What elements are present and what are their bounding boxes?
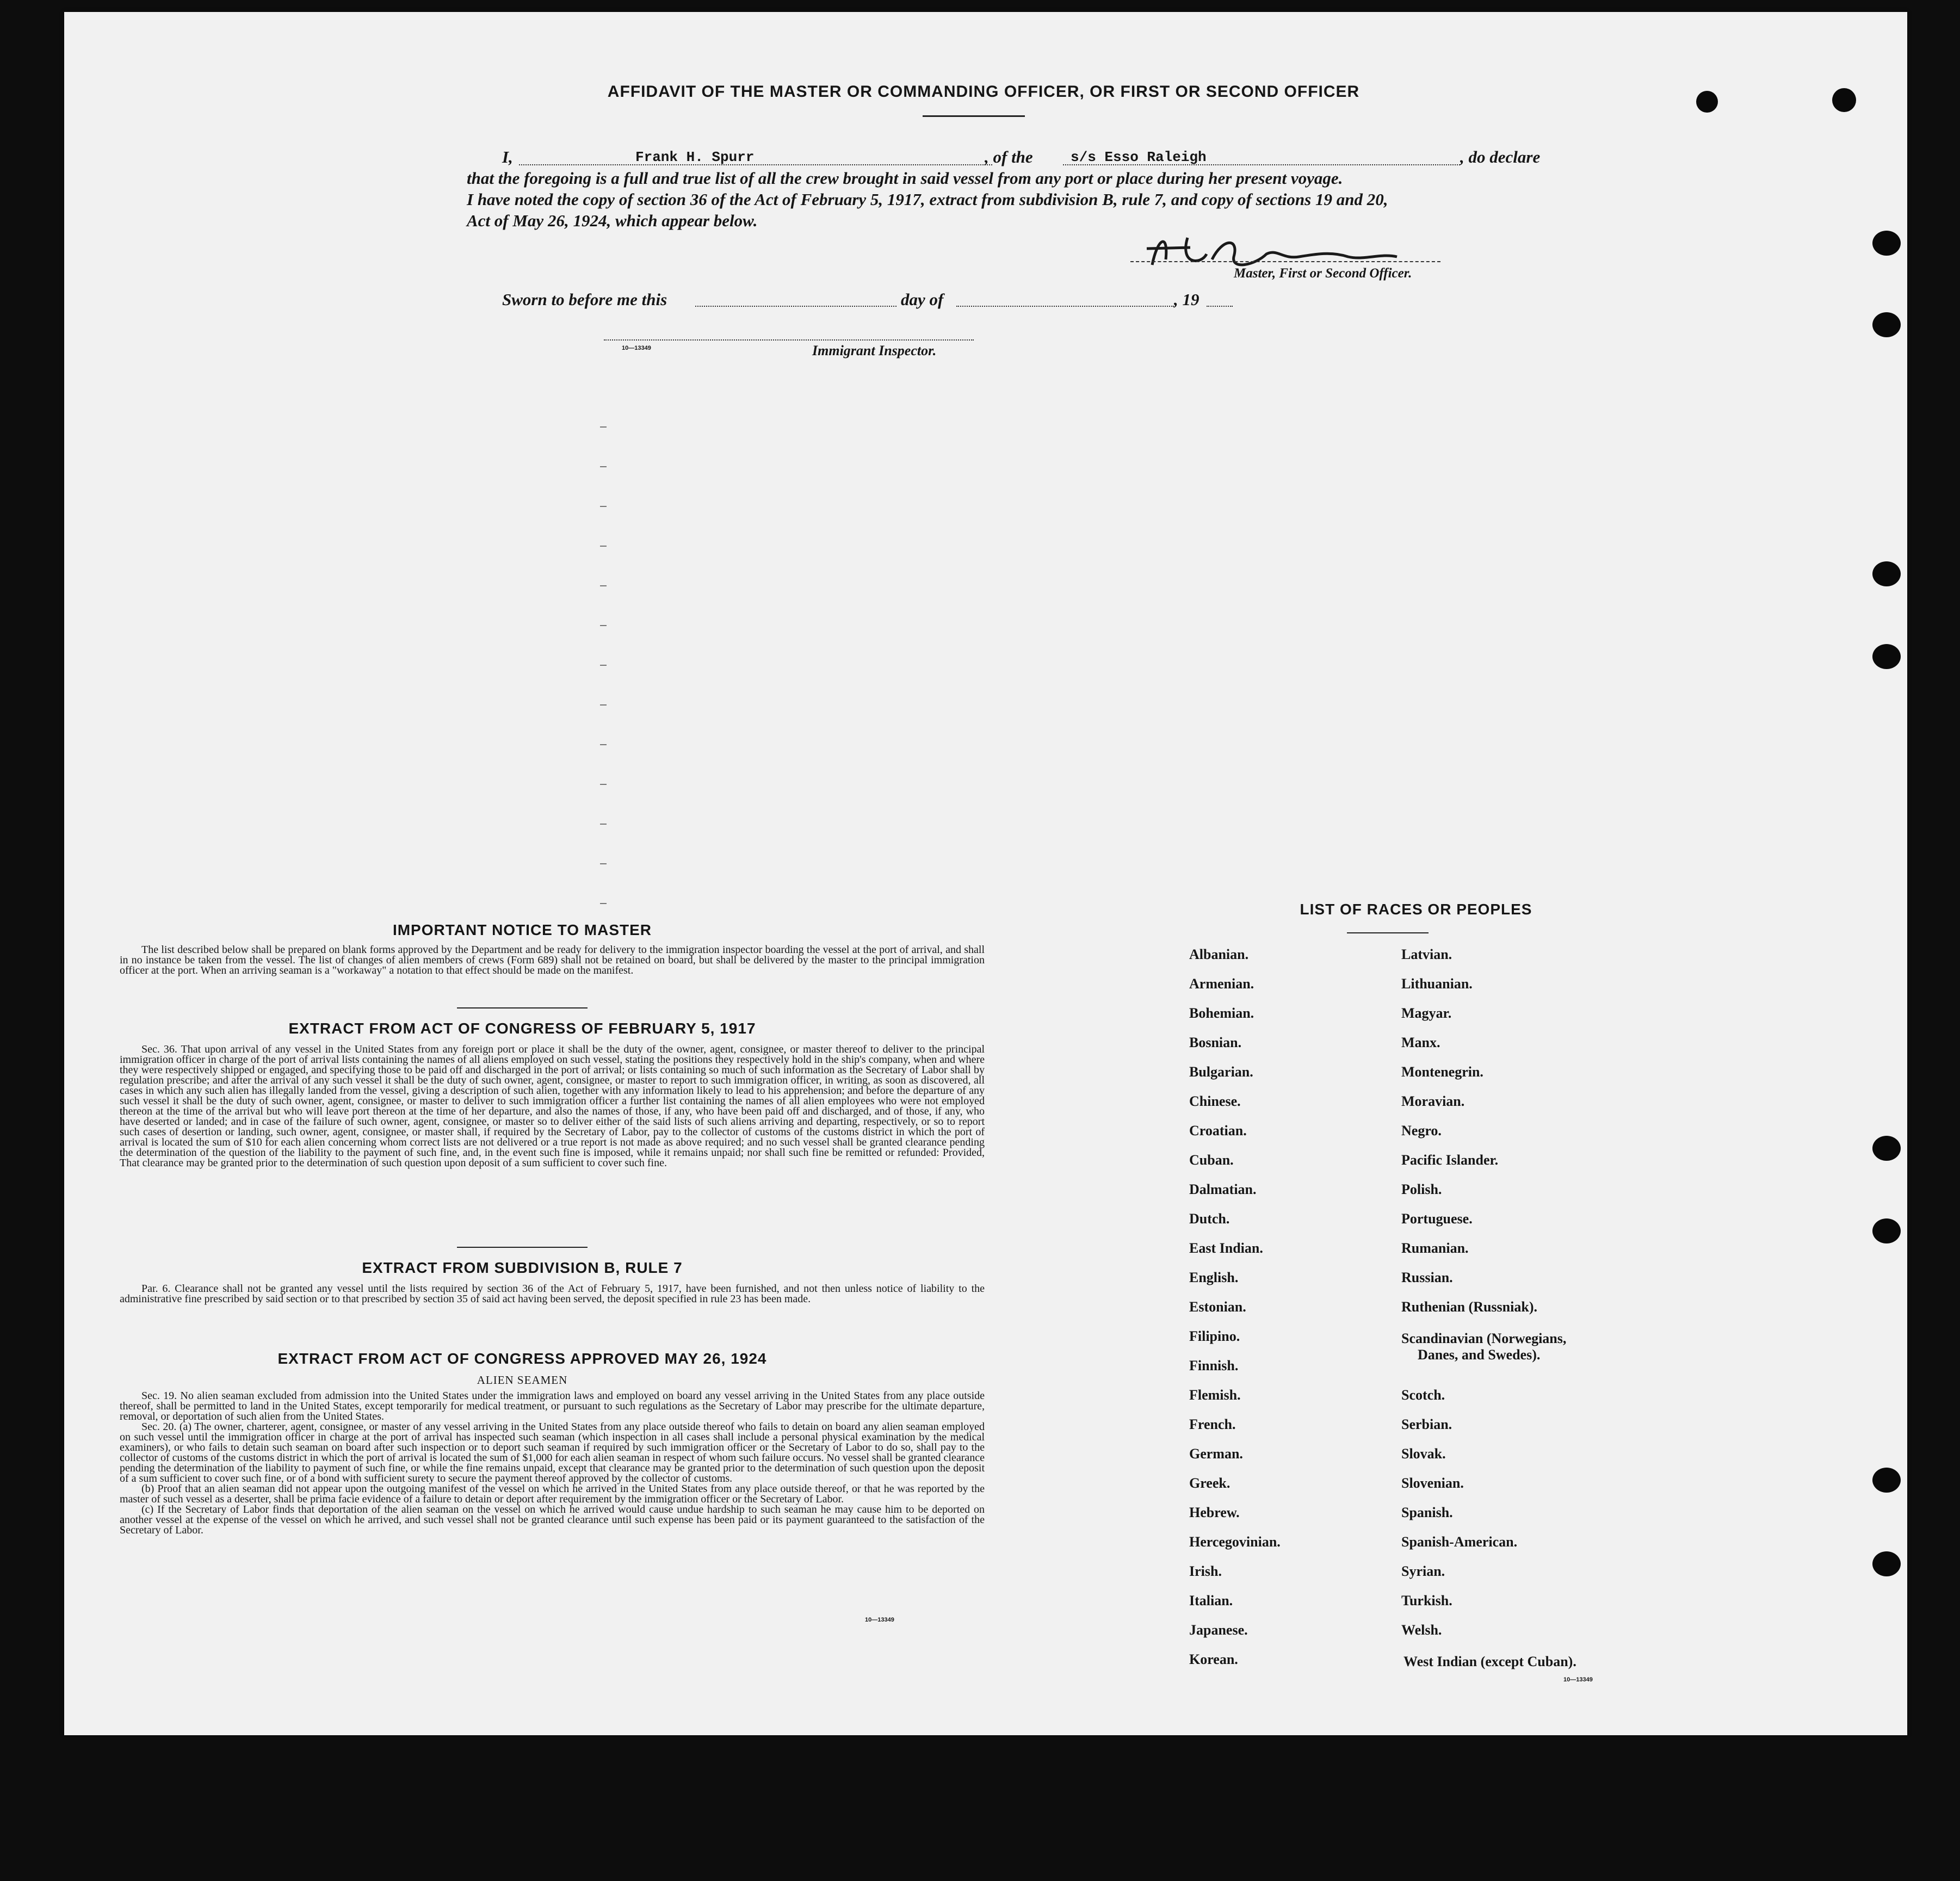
extract-1917-title: EXTRACT FROM ACT OF CONGRESS OF FEBRUARY 5, 1917 [288,1020,756,1037]
race-left-item: Albanian. [1189,946,1249,962]
race-left-item: Dalmatian. [1189,1181,1257,1197]
sworn-day-line [695,306,896,307]
extract-1924-body [120,1391,985,1536]
margin-tick [600,784,607,785]
master-name: Frank H. Spurr [635,149,755,165]
race-right-item: Latvian. [1401,946,1452,962]
section-19-paragraph: Sec. 19. No alien seaman excluded from admission into the United States under the immigration laws and employed on board any vessel arriving in the United States from any place outside thereof, shall be permitted to land in the United States, except temporarily for medical treatment, or pursuant to such regulations as the Secretary of Labor may prescribe for the ultimate departure, removal, or deportation of such alien from the United States. [120,1390,985,1422]
extract-1924-title: EXTRACT FROM ACT OF CONGRESS APPROVED MAY 26, 1924 [277,1350,767,1367]
signature-caption: Master, First or Second Officer. [1234,266,1412,281]
race-left-item: Japanese. [1189,1622,1248,1638]
race-right-item: Slovenian. [1401,1475,1464,1491]
race-left-item: Estonian. [1189,1299,1246,1315]
races-form-code: 10—13349 [1563,1676,1593,1683]
subdivision-title: EXTRACT FROM SUBDIVISION B, RULE 7 [362,1259,683,1276]
margin-tick [600,546,607,547]
section-36-paragraph: Sec. 36. That upon arrival of any vessel in the United States from any foreign port or place it shall be the duty of the owner, agent, consignee, or master thereof to deliver to the principal immigration officer in charge of the port of arrival lists containing the names of all aliens employed on such vessel, stating the positions they respectively hold in the ship's company, when and where they were respectively shipped or engaged, and specifying those to be paid off and discharged in the port of arrival; or lists containing so much of such information as the Secretary of Labor shall by regulation prescribe; and after the arrival of any such vessel it shall be the duty of such owner, agent, consignee, or master to report to such immigration officer, in writing, as soon as discovered, all cases in which any such alien has illegally landed from the vessel, giving a description of such alien, together with any information likely to lead to his apprehension; and before the departure of any such vessel it shall be the duty of such owner, agent, consignee, or master to deliver to such immigration officer a further list containing the names of all alien employees who were not employed thereon at the time of the arrival but who will leave port thereon at the time of her departure, and also the names of those, if any, who have been paid off and discharged, and of those, if any, who have deserted or landed; and in case of the failure of such owner, agent, consignee, or master so to deliver either of the said lists of such aliens arriving and departing, respectively, or so to report such cases of desertion or landing, such owner, agent, consignee, or master shall, if required by the Secretary of Labor, pay to the collector of customs of the customs district in which the port of arrival is located the sum of $10 for each alien concerning whom correct lists are not delivered or a true report is not made as above required; and no such vessel shall be granted clearance pending the determination of the question of the liability to the payment of such fine, and, in the event such fine is imposed, while it remains unpaid; nor shall such fine be remitted or refunded: Provided, That clearance may be granted prior to the determination of such question upon deposit of a sum sufficient to cover such fine. [120,1043,985,1169]
race-right-item: Portuguese. [1401,1211,1473,1227]
margin-tick [600,744,607,745]
sworn-year-line [1207,306,1233,307]
race-right-item: Manx. [1401,1035,1440,1050]
punch-hole-icon [1872,1551,1901,1576]
race-right-item: Russian. [1401,1270,1453,1285]
race-left-item: Croatian. [1189,1123,1247,1138]
section-20a-paragraph: Sec. 20. (a) The owner, charterer, agent, consignee, or master of any vessel arriving in the United States from any place outside thereof who fails to detain on board any alien seaman employed on such vessel until the immigration officer in charge at the port of arrival has inspected such seaman (which inspection in all cases shall include a personal physical examination by the medical examiners), or who fails to detain such seaman on board after such inspection or to deport such seaman if required by such immigration officer or the Secretary of Labor to do so, shall pay to the collector of customs of the customs district in which the port of arrival is located the sum of $1,000 for each alien seaman in respect of whom such failure occurs. No vessel shall be granted clearance pending the determination of the liability to payment of such fine, or while the fine remains unpaid, except that clearance may be granted prior to the determination of such question upon the deposit of a sum sufficient to cover such fine, or of a bond with sufficient surety to secure the payment thereof approved by the collector of customs. [120,1421,985,1484]
alien-seamen-subtitle: ALIEN SEAMEN [477,1373,568,1387]
notice-paragraph: The list described below shall be prepared on blank forms approved by the Department and be ready for delivery to the immigration inspector boarding the vessel at the port of arrival, and shall in no instance be taken from the vessel. The list of changes of alien members of crews (Form 689) shall not be retained on board, but shall be delivered by the master to the principal immigration officer at the port. When an arriving seaman is a "workaway" a notation to that effect should be made on the manifest. [120,944,985,976]
race-right-item: Danes, and Swedes). [1418,1347,1541,1363]
punch-hole-icon [1872,231,1901,256]
race-right-item: Syrian. [1401,1563,1445,1579]
affidavit-title: AFFIDAVIT OF THE MASTER OR COMMANDING OFFICER, OR FIRST OR SECOND OFFICER [607,83,1360,101]
section-divider [457,1247,588,1248]
race-right-item: Pacific Islander. [1401,1152,1499,1168]
notice-body [120,945,985,976]
extract-1917-body [120,1044,985,1168]
race-left-item: Bohemian. [1189,1005,1254,1021]
race-left-item: Bulgarian. [1189,1064,1253,1080]
race-right-item: West Indian (except Cuban). [1403,1654,1576,1669]
race-right-item: Polish. [1401,1181,1442,1197]
race-right-item: Ruthenian (Russniak). [1401,1299,1537,1315]
punch-hole-icon [1872,1468,1901,1493]
race-right-item: Welsh. [1401,1622,1442,1638]
inspector-form-code: 10—13349 [622,345,651,351]
race-left-item: Bosnian. [1189,1035,1242,1050]
year-label: , 19 [1174,290,1200,309]
margin-tick [600,426,607,428]
punch-hole-icon [1872,1136,1901,1161]
race-right-item: Moravian. [1401,1093,1465,1109]
margin-tick [600,824,607,825]
affidavit-i-label: I, [502,147,513,166]
punch-hole-icon [1872,312,1901,337]
race-right-item: Spanish-American. [1401,1534,1518,1550]
section-20b-paragraph: (b) Proof that an alien seaman did not appear upon the outgoing manifest of the vessel on which he arrived in the United States from any place outside thereof, or that he was reported by the master of such vessel as a deserter, shall be prima facie evidence of a failure to detain or deport after requirement by the immigration officer or the Secretary of Labor. [120,1483,985,1505]
punch-hole-icon [1872,644,1901,669]
race-right-item: Turkish. [1401,1593,1452,1608]
margin-tick [600,863,607,864]
race-left-item: English. [1189,1270,1239,1285]
vessel-name: s/s Esso Raleigh [1071,149,1207,165]
race-right-item: Magyar. [1401,1005,1452,1021]
race-left-item: German. [1189,1446,1243,1462]
margin-tick [600,665,607,666]
race-left-item: Filipino. [1189,1328,1240,1344]
of-the-label: , of the [985,147,1033,166]
punch-hole-icon [1872,1218,1901,1243]
race-left-item: Hercegovinian. [1189,1534,1281,1550]
extract-form-code: 10—13349 [865,1617,894,1623]
race-right-item: Montenegrin. [1401,1064,1483,1080]
race-left-item: Greek. [1189,1475,1231,1491]
race-left-item: French. [1189,1416,1236,1432]
punch-hole-icon [1832,88,1856,112]
margin-tick [600,466,607,467]
margin-tick [600,625,607,626]
race-left-item: Cuban. [1189,1152,1234,1168]
race-left-item: Armenian. [1189,976,1254,992]
title-underline [923,115,1025,117]
race-right-item: Scotch. [1401,1387,1445,1403]
section-20c-paragraph: (c) If the Secretary of Labor finds that deportation of the alien seaman on the vessel on which he arrived would cause undue hardship to such seaman he may cause him to be deported on another vessel at the expense of the vessel on which he arrived, and such vessel shall not be granted clearance until such expense has been paid or its payment guaranteed to the satisfaction of the Secretary of Labor. [120,1503,985,1536]
margin-tick [600,506,607,507]
master-name-line [519,164,992,165]
day-of-label: day of [901,290,944,309]
subdivision-body [120,1284,985,1304]
race-right-item: Slovak. [1401,1446,1446,1462]
race-left-item: Irish. [1189,1563,1222,1579]
race-right-item: Serbian. [1401,1416,1452,1432]
races-title: LIST OF RACES OR PEOPLES [1300,901,1532,918]
race-right-item: Scandinavian (Norwegians, [1401,1331,1567,1346]
race-right-item: Negro. [1401,1123,1442,1138]
paragraph-6: Par. 6. Clearance shall not be granted any vessel until the lists required by section 36 of the Act of February 5, 1917, have been furnished, and not then unless notice of liability to the administrative fine prescribed by said section or to that prescribed by section 35 of said act having been served, the deposit specified in rule 23 has been made. [120,1283,985,1305]
margin-tick [600,585,607,586]
race-left-item: Chinese. [1189,1093,1241,1109]
sworn-label: Sworn to before me this [502,290,667,309]
notice-title: IMPORTANT NOTICE TO MASTER [392,921,652,938]
punch-hole-icon [1696,91,1718,113]
race-right-item: Lithuanian. [1401,976,1473,992]
race-left-item: East Indian. [1189,1240,1263,1256]
race-left-item: Finnish. [1189,1358,1239,1373]
race-right-item: Rumanian. [1401,1240,1469,1256]
manifest-page [64,12,1907,1735]
section-divider [457,1007,588,1008]
margin-tick [600,903,607,904]
race-left-item: Italian. [1189,1593,1233,1608]
affidavit-line-4: Act of May 26, 1924, which appear below. [467,211,758,230]
signature-line [1130,261,1440,262]
race-left-item: Dutch. [1189,1211,1230,1227]
punch-hole-icon [1872,561,1901,586]
sworn-month-line [956,306,1174,307]
race-left-item: Hebrew. [1189,1505,1240,1520]
affidavit-line-3: I have noted the copy of section 36 of the Act of February 5, 1917, extract from subdivision B, rule 7, and copy of sections 19 and 20, [467,190,1388,209]
race-left-item: Flemish. [1189,1387,1241,1403]
affidavit-line-2: that the foregoing is a full and true list of all the crew brought in said vessel from any port or place during her present voyage. [467,169,1343,188]
race-left-item: Korean. [1189,1651,1238,1667]
do-declare-label: , do declare [1460,147,1541,166]
margin-tick [600,704,607,706]
race-right-item: Spanish. [1401,1505,1453,1520]
races-underline [1347,932,1429,933]
inspector-label: Immigrant Inspector. [812,343,937,358]
